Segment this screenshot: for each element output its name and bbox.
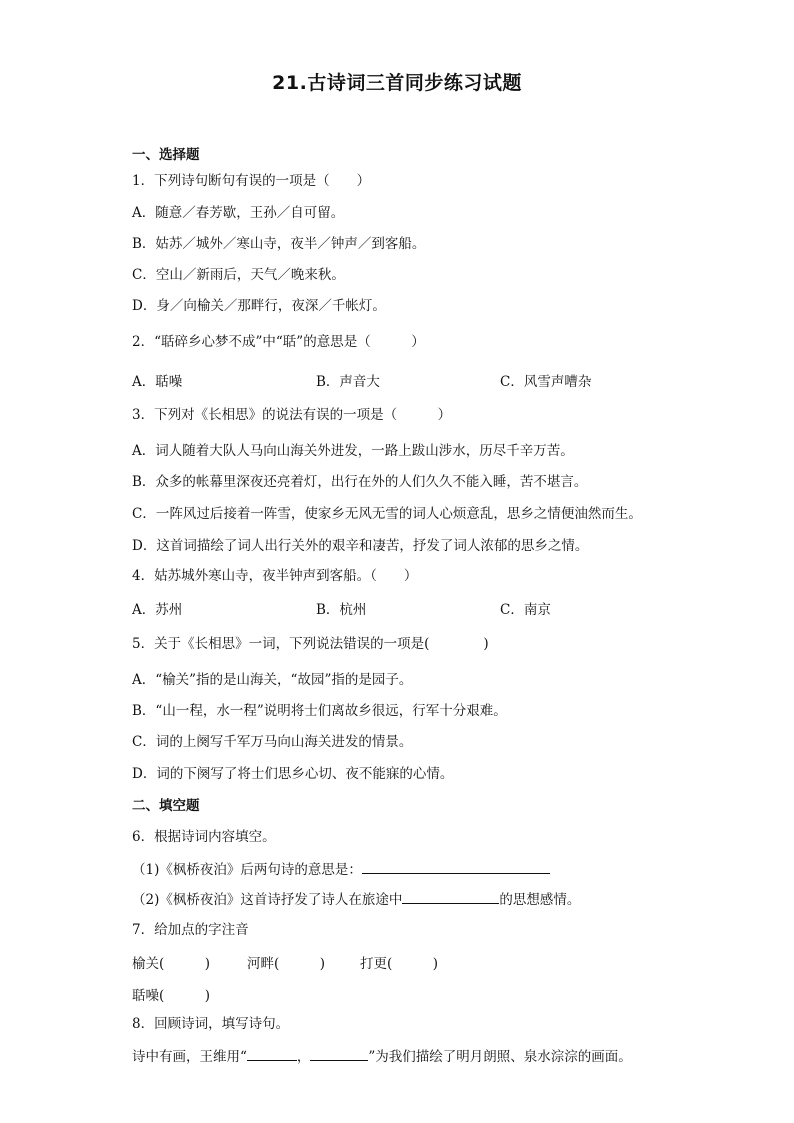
question-8-text-2: ， (296, 1049, 311, 1065)
question-1-option-c: C．空山／新雨后，天气／晚来秋。 (132, 267, 345, 283)
question-4-option-b: B．杭州 (316, 602, 367, 618)
question-3-option-c: C．一阵风过后接着一阵雪，使家乡无风无雪的词人心烦意乱，思乡之情便油然而生。 (132, 506, 642, 522)
question-6-part-2-text-after: 的思想感情。 (499, 892, 581, 908)
question-3-option-d: D．这首词描绘了词人出行关外的艰辛和凄苦，抒发了词人浓郁的思乡之情。 (132, 538, 589, 554)
question-8-text-1: 诗中有画，王维用“ (132, 1049, 247, 1065)
question-6-part-2 (132, 889, 580, 909)
question-1-option-d: D．身／向榆关／那畔行，夜深／千帐灯。 (132, 298, 386, 314)
question-5-option-c: C．词的上阕写千军万马向山海关进发的情景。 (132, 734, 413, 750)
question-1-stem: 1．下列诗句断句有误的一项是（ ） (132, 173, 371, 189)
question-7-word-2: 河畔( ) (247, 956, 326, 972)
question-8-blank-2[interactable] (310, 1046, 368, 1061)
question-7-stem: 7．给加点的字注音 (132, 922, 249, 938)
question-2-stem: 2．“聒碎乡心梦不成”中“聒”的意思是（ ） (132, 334, 425, 350)
question-8-stem: 8．回顾诗词，填写诗句。 (132, 1016, 290, 1032)
question-8-text-3: ”为我们描绘了明月朗照、泉水淙淙的画面。 (368, 1049, 632, 1065)
question-5-option-a: A．“榆关”指的是山海关，“故园”指的是园子。 (132, 672, 413, 688)
question-2-option-a: A．聒噪 (132, 374, 183, 390)
question-6-part-1-text: （1)《枫桥夜泊》后两句诗的意思是： (132, 862, 362, 878)
question-3-stem: 3．下列对《长相思》的说法有误的一项是（ ） (132, 407, 452, 423)
question-1-option-b: B．姑苏／城外／寒山寺，夜半／钟声／到客船。 (132, 236, 426, 252)
page-title: 21.古诗词三首同步练习试题 (272, 72, 522, 94)
question-4-stem: 4．姑苏城外寒山寺，夜半钟声到客船。（ ） (132, 568, 418, 584)
section-fill-heading: 二、填空题 (132, 798, 200, 814)
question-8-blank-1[interactable] (247, 1046, 297, 1061)
question-4-option-c: C．南京 (500, 602, 551, 618)
question-7-word-3: 打更( ) (360, 956, 439, 972)
question-2-option-b: B．声音大 (316, 374, 380, 390)
question-5-option-d: D．词的下阕写了将士们思乡心切、夜不能寐的心情。 (132, 766, 454, 782)
question-6-part-2-text-before: （2)《枫桥夜泊》这首诗抒发了诗人在旅途中 (132, 892, 403, 908)
question-7-word-4: 聒噪( ) (132, 988, 211, 1004)
question-6-part-1-blank[interactable] (362, 859, 550, 874)
section-choice-heading: 一、选择题 (132, 147, 200, 163)
question-2-option-c: C．风雪声嘈杂 (500, 374, 592, 390)
question-1-option-a: A．随意／春芳歇，王孙／自可留。 (132, 205, 345, 221)
question-6-part-1 (132, 859, 550, 879)
question-5-option-b: B．“山一程，水一程”说明将士们离故乡很远，行军十分艰难。 (132, 703, 507, 719)
question-4-option-a: A．苏州 (132, 602, 183, 618)
question-8-sentence (132, 1046, 632, 1066)
question-3-option-a: A．词人随着大队人马向山海关外进发，一路上跋山涉水，历尽千辛万苦。 (132, 443, 574, 459)
question-7-word-1: 榆关( ) (132, 956, 211, 972)
question-5-stem: 5．关于《长相思》一词，下列说法错误的一项是( ) (132, 636, 489, 652)
question-6-part-2-blank[interactable] (402, 889, 499, 904)
question-3-option-b: B．众多的帐幕里深夜还亮着灯，出行在外的人们久久不能入睡，苦不堪言。 (132, 474, 588, 490)
question-6-stem: 6．根据诗词内容填空。 (132, 829, 276, 845)
